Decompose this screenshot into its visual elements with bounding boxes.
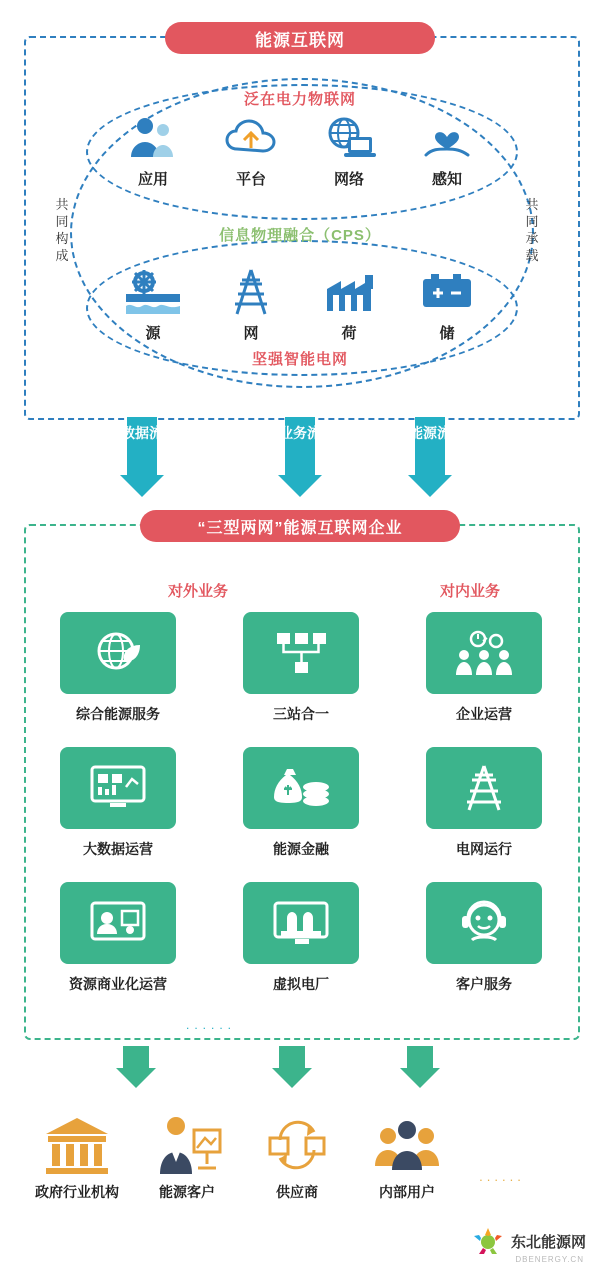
- cps-label: 信息物理融合（CPS）: [219, 227, 381, 244]
- flow-arrow-energy: [408, 417, 452, 497]
- card-label: 企业运营: [456, 706, 512, 722]
- stakeholder-label: 供应商: [276, 1184, 318, 1200]
- card-label: 大数据运营: [83, 841, 153, 857]
- flow-arrow-label: 业务流: [279, 425, 321, 441]
- stakeholder-more-dots: ......: [479, 1168, 525, 1184]
- globe-leaf-icon: [90, 627, 146, 679]
- mid-panel-title: “三型两网”能源互联网企业: [140, 510, 460, 542]
- upper-icon-row: [110, 112, 490, 189]
- card-label: 电网运行: [456, 841, 512, 857]
- card-label: 三站合一: [273, 706, 329, 722]
- power-tower-icon: [458, 763, 510, 813]
- card-label: 资源商业化运营: [69, 976, 167, 992]
- stakeholder-supplier[interactable]: [242, 1110, 352, 1202]
- mid-more-dots: ......: [186, 1018, 237, 1032]
- user-group-icon: [352, 1110, 462, 1176]
- flow-arrow-data: [120, 417, 164, 497]
- item-platform[interactable]: [208, 112, 294, 189]
- card-big-data-operations[interactable]: [60, 747, 176, 829]
- headset-agent-icon: [456, 898, 512, 948]
- watermark: [471, 1226, 586, 1256]
- item-label: 储: [439, 325, 455, 342]
- output-arrow-1: [116, 1046, 156, 1088]
- item-label: 荷: [341, 325, 357, 342]
- flow-arrow-business: [278, 417, 322, 497]
- item-network[interactable]: [306, 112, 392, 189]
- item-source[interactable]: [110, 266, 196, 343]
- output-arrow-3: [400, 1046, 440, 1088]
- users-icon: [110, 112, 196, 164]
- card-energy-finance[interactable]: [243, 747, 359, 829]
- item-perception[interactable]: [404, 112, 490, 189]
- side-label-left: 共同构成: [55, 197, 69, 263]
- business-person-icon: [132, 1110, 242, 1176]
- card-label: 虚拟电厂: [273, 976, 329, 992]
- lower-ellipse-label: 坚强智能电网: [251, 351, 348, 368]
- flow-arrow-label: 能源流: [409, 425, 451, 441]
- network-nodes-icon: [272, 628, 330, 678]
- card-label: 综合能源服务: [76, 706, 160, 722]
- internal-business-label: 对内业务: [440, 583, 501, 600]
- card-three-in-one-station[interactable]: [243, 612, 359, 694]
- globe-laptop-icon: [306, 112, 392, 164]
- external-business-label: 对外业务: [168, 583, 229, 600]
- stakeholder-label: 内部用户: [379, 1184, 435, 1200]
- stakeholder-government[interactable]: [22, 1110, 132, 1202]
- card-label: 客户服务: [456, 976, 512, 992]
- transmission-tower-icon: [208, 266, 294, 318]
- stakeholder-internal-user[interactable]: [352, 1110, 462, 1202]
- card-integrated-energy-service[interactable]: [60, 612, 176, 694]
- lower-icon-row: [110, 266, 490, 343]
- watermark-text: 东北能源网: [510, 1233, 586, 1251]
- stakeholder-label: 政府行业机构: [35, 1184, 119, 1200]
- supply-cycle-icon: [242, 1110, 352, 1176]
- item-storage[interactable]: [404, 266, 490, 343]
- hand-heart-icon: [404, 112, 490, 164]
- item-application[interactable]: [110, 112, 196, 189]
- item-label: 网络: [333, 171, 364, 188]
- top-panel-title: 能源互联网: [165, 22, 435, 54]
- color-burst-icon: [471, 1226, 505, 1256]
- item-label: 感知: [431, 171, 462, 188]
- data-dashboard-icon: [88, 763, 148, 813]
- video-meeting-icon: [88, 898, 148, 948]
- upper-ellipse-label: 泛在电力物联网: [243, 91, 356, 108]
- card-label: 能源金融: [273, 841, 329, 857]
- card-grid-operation[interactable]: [426, 747, 542, 829]
- card-virtual-power-plant[interactable]: [243, 882, 359, 964]
- card-resource-commercialization[interactable]: [60, 882, 176, 964]
- watermark-subtext: DBENERGY.CN: [515, 1255, 584, 1264]
- stakeholder-row: [22, 1110, 582, 1202]
- battery-icon: [404, 266, 490, 318]
- government-building-icon: [22, 1110, 132, 1176]
- money-bag-coins-icon: [270, 763, 332, 813]
- monitor-plant-icon: [271, 898, 331, 948]
- factory-icon: [306, 266, 392, 318]
- team-gear-icon: [454, 627, 514, 679]
- cloud-upload-icon: [208, 112, 294, 164]
- item-label: 平台: [235, 171, 266, 188]
- card-customer-service[interactable]: [426, 882, 542, 964]
- side-label-right: 共同承载: [525, 197, 539, 263]
- item-grid[interactable]: [208, 266, 294, 343]
- item-label: 源: [145, 325, 161, 342]
- hydropower-dam-icon: [110, 266, 196, 318]
- card-enterprise-operations[interactable]: [426, 612, 542, 694]
- item-label: 网: [243, 325, 259, 342]
- item-label: 应用: [137, 171, 168, 188]
- stakeholder-energy-customer[interactable]: [132, 1110, 242, 1202]
- item-load[interactable]: [306, 266, 392, 343]
- flow-arrow-label: 数据流: [121, 425, 163, 441]
- output-arrow-2: [272, 1046, 312, 1088]
- stakeholder-label: 能源客户: [159, 1184, 215, 1200]
